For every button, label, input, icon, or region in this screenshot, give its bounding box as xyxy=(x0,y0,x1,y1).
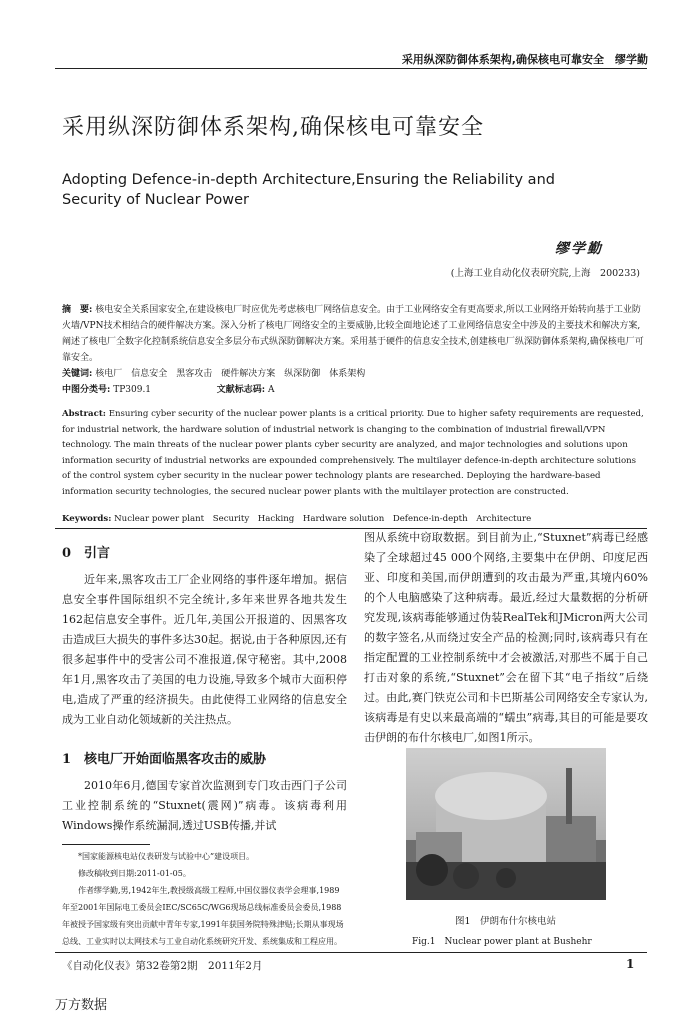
abstract-cn-label: 摘 要: xyxy=(62,305,93,315)
header-rule xyxy=(55,68,647,69)
classification-label: 中图分类号: xyxy=(62,385,111,395)
nuclear-plant-image xyxy=(406,748,606,900)
footer-rule xyxy=(55,952,647,953)
section-0-paragraph: 近年来,黑客攻击工厂企业网络的事件逐年增加。据信息安全事件国际组织不完全统计,多年来世界各地共发生162起信息安全事件。近几年,美国公开报道的、因黑客攻击造成巨大损失的事件多达30起。据说,由于各种原因,还有很多起事件中的受害公司不准报道,保守秘密。其中,2008年1月,黑客攻击了美国的电力设施,导致多个城市大面积停电,造成了严重的经济损失。由此使得工业网络的信息安全成为工业自动化领域新的关注热点。 xyxy=(62,573,347,726)
footnote-author: 作者缪学勤,男,1942年生,教授级高级工程师,中国仪器仪表学会理事,1989年至2001年国际电工委员会IEC/SC65C/WG6现场总线标准委员会委员,1988年被授予国家级有突出贡献中青年专家,1991年获国务院特殊津贴;长期从事现场总线、工业实时以太网技术与工业自动化系统研究开发、系统集成和工程应用。 xyxy=(62,886,344,946)
figure-caption-cn: 图1 伊朗布什尔核电站 xyxy=(455,916,557,927)
figure-bushehr-photo xyxy=(406,748,606,900)
section-1-paragraph: 2010年6月,德国专家首次监测到专门攻击西门子公司工业控制系统的“Stuxnet(震网)”病毒。该病毒利用Windows操作系统漏洞,透过USB传播,并试 xyxy=(62,779,347,832)
keywords-en xyxy=(62,512,646,524)
classification-value: TP309.1 xyxy=(113,385,152,395)
keywords-cn-label: 关键词: xyxy=(62,369,93,379)
doc-code-value: A xyxy=(267,385,275,395)
abstract-cn xyxy=(62,302,646,398)
affiliation: (上海工业自动化仪表研究院,上海 200233) xyxy=(450,268,640,279)
abstract-cn-text: 核电安全关系国家安全,在建设核电厂时应优先考虑核电厂网络信息安全。由于工业网络安全有更高要求,所以工业网络开始转向基于工业防火墙/VPN技术相结合的硬件解决方案。深入分析了核电厂网络安全的主要威胁,比较全面地论述了工业网络信息安全中涉及的主要技术和解决方案,阐述了核电厂全数字化控制系统信息安全多层分布式纵深防御解决方案。采用基于硬件的信息安全技术,创建核电厂纵深防御体系架构,确保核电厂可靠安全。 xyxy=(62,305,644,363)
keywords-en-label: Keywords: xyxy=(62,514,112,524)
abstract-en-text: Ensuring cyber security of the nuclear power plants is a critical priority. Due to higher safety requirements are requested, for industrial network, the hardware solution of industrial network is changing to the combination of industrial firewall/VPN technology. The main threats of the nuclear power plants cyber security are analyzed, and major technologies and solutions upon information security of industrial networks are expounded comprehensively. The multilayer defence-in-depth architecture solutions of the control system cyber security in the nuclear power technology plants are researched. Deploying the hardware-based information security technologies, the secured nuclear power plants with the multilayer protection are constructed. xyxy=(62,409,644,497)
title-en: Adopting Defence-in-depth Architecture,Ensuring the Reliability and Security of Nuclear Power xyxy=(62,172,555,208)
right-column-paragraph: 图从系统中窃取数据。到目前为止,“Stuxnet”病毒已经感染了全球超过45 000个网络,主要集中在伊朗、印度尼西亚、印度和美国,而伊朗遭到的攻击最为严重,其境内60%的个人电脑感染了这种病毒。最近,经过大量数据的分析研究发现,该病毒能够通过伪装RealTek和JMicron两大公司的数字签名,从而绕过安全产品的检测;同时,该病毒只有在指定配置的工业控制系统中才会被激活,对那些不属于自己打击对象的系统,“Stuxnet”会在留下其“电子指纹”后绕过。由此,赛门铁克公司和卡巴斯基公司网络安全专家认为,该病毒是有史以来最高端的“蠕虫”病毒,其目的可能是要攻击伊朗的布什尔核电厂,如图1所示。 xyxy=(364,531,648,744)
section-1-heading: 1 核电厂开始面临黑客攻击的威胁 xyxy=(62,752,267,767)
journal-footer: 《自动化仪表》第32卷第2期 2011年2月 xyxy=(62,960,263,972)
running-head: 采用纵深防御体系架构,确保核电可靠安全 缪学勤 xyxy=(401,53,648,66)
abstract-en xyxy=(62,407,646,500)
page-number: 1 xyxy=(626,957,635,971)
footnote-rule xyxy=(62,844,150,845)
section-0-heading: 0 引言 xyxy=(62,546,111,561)
abstract-en-label: Abstract: xyxy=(62,409,106,419)
figure-caption-en: Fig.1 Nuclear power plant at Bushehr xyxy=(412,937,592,947)
footnotes xyxy=(62,848,347,950)
keywords-cn-text: 核电厂 信息安全 黑客攻击 硬件解决方案 纵深防御 体系架构 xyxy=(95,369,366,379)
footnote-project: *国家能源核电站仪表研发与试验中心”建设项目。 xyxy=(78,852,255,861)
footnote-received: 修改稿收到日期:2011-01-05。 xyxy=(78,869,191,878)
watermark: 万方数据 xyxy=(55,998,108,1013)
doc-code-label: 文献标志码: xyxy=(216,385,266,395)
keywords-en-text: Nuclear power plant Security Hacking Hardware solution Defence-in-depth Architecture xyxy=(114,514,532,524)
author: 缪学勤 xyxy=(555,241,603,257)
title-cn: 采用纵深防御体系架构,确保核电可靠安全 xyxy=(62,115,484,140)
